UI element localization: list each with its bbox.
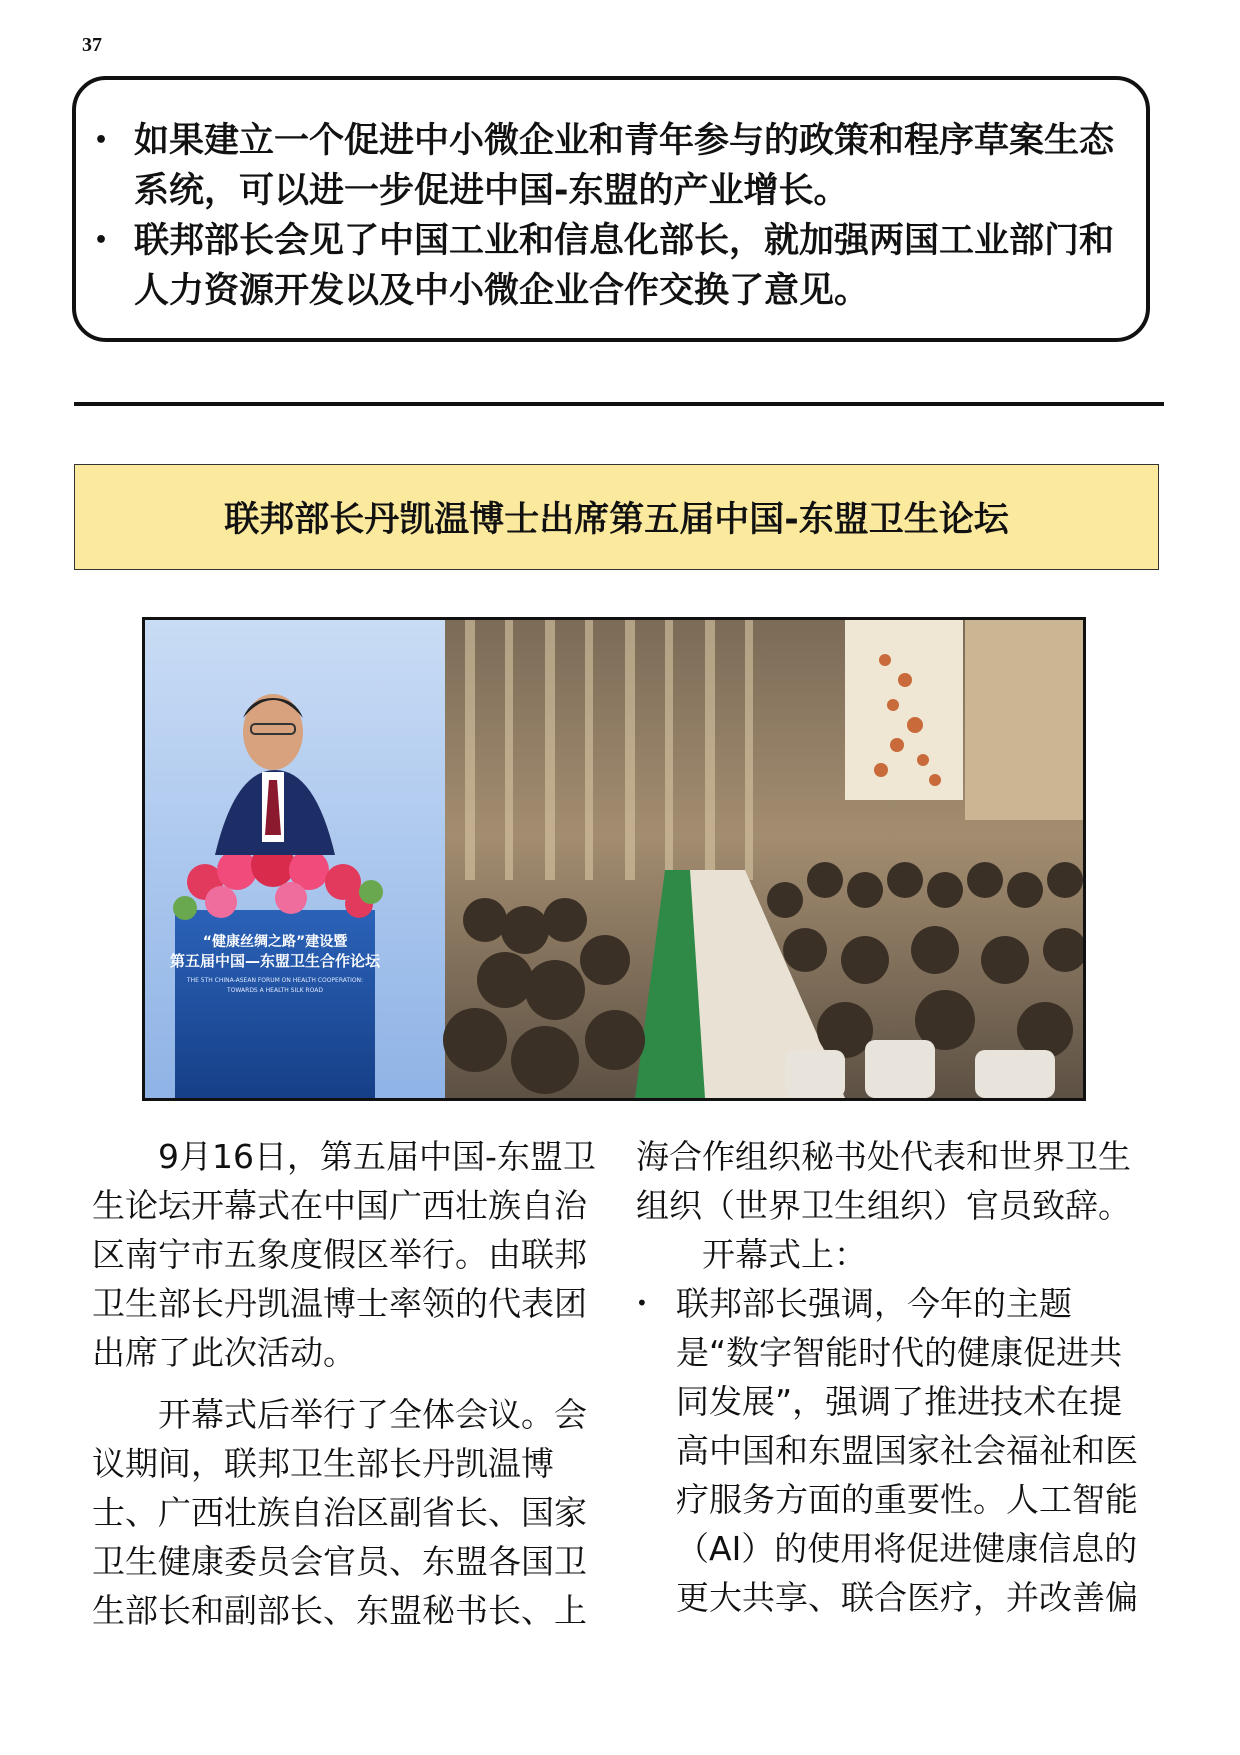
article-column-left [92,1132,600,1635]
bullet-dot-icon: • [94,228,109,253]
bullet-dot-icon: • [94,128,109,153]
podium-line-3: THE 5TH CHINA-ASEAN FORUM ON HEALTH COOPERATION: [186,977,364,984]
paragraph: 开幕式后举行了全体会议。会议期间，联邦卫生部长丹凯温博士、广西壮族自治区副省长、国家卫生健康委员会官员、东盟各国卫生部长和副部长、东盟秘书长、上 [92,1395,587,1630]
article-column-right [636,1132,1146,1622]
bullet-dot-icon: • [636,1291,648,1315]
summary-box [72,76,1150,342]
podium-line-4: TOWARDS A HEALTH SILK ROAD [227,987,323,994]
podium-line-2: 第五届中国—东盟卫生合作论坛 [169,952,381,970]
summary-bullet [94,116,1116,216]
bullet-text: 联邦部长强调，今年的主题是“数字智能时代的健康促进共同发展”，强调了推进技术在提高中国和东盟国家社会福祉和医疗服务方面的重要性。人工智能（AI）的使用将促进健康信息的更大共享、联合医疗，并改善偏 [676,1284,1138,1617]
summary-bullet-text: 联邦部长会见了中国工业和信息化部长，就加强两国工业部门和人力资源开发以及中小微企业合作交换了意见。 [134,221,1115,311]
page-number: 37 [82,34,102,56]
summary-bullet [94,216,1116,316]
summary-bullet-text: 如果建立一个促进中小微企业和青年参与的政策和程序草案生态系统，可以进一步促进中国-东盟的产业增长。 [134,121,1115,211]
paragraph: 开幕式上： [702,1235,867,1274]
article-title: 联邦部长丹凯温博士出席第五届中国-东盟卫生论坛 [74,464,1159,570]
podium-line-1: “健康丝绸之路”建设暨 [202,934,348,950]
paragraph: 海合作组织秘书处代表和世界卫生组织（世界卫生组织）官员致辞。 [636,1137,1131,1225]
article-photo [142,617,1086,1101]
bullet-paragraph [636,1279,1146,1622]
section-divider [74,402,1164,406]
paragraph: 9月16日，第五届中国-东盟卫生论坛开幕式在中国广西壮族自治区南宁市五象度假区举行。由联邦卫生部长丹凯温博士率领的代表团出席了此次活动。 [92,1137,596,1372]
